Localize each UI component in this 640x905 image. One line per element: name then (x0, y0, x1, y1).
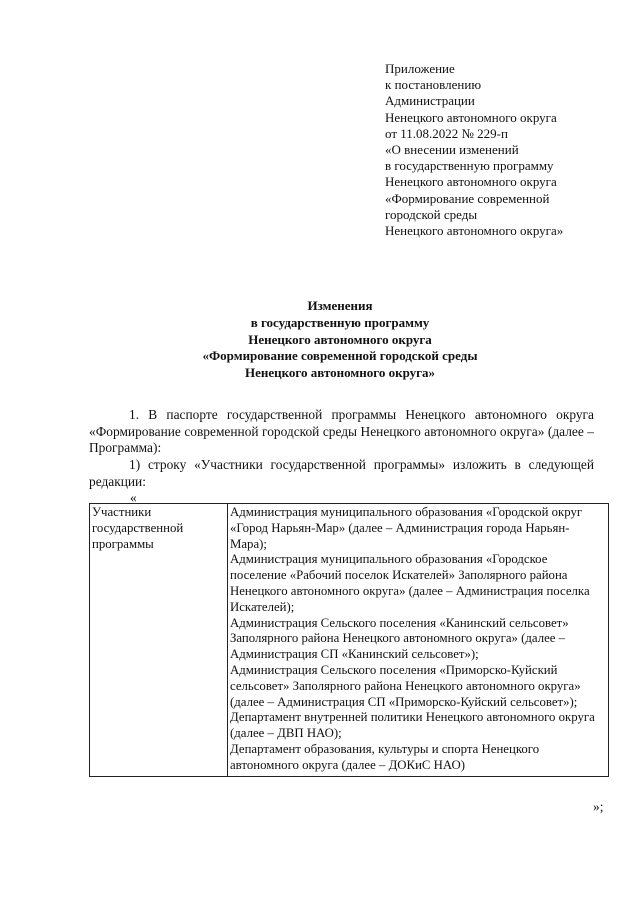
appendix-line: Ненецкого автономного округа (385, 174, 557, 190)
row-label-cell: Участники государственной программы (90, 504, 228, 777)
participant-entry: Администрация Сельского поселения «Приморско-Куйский сельсовет» Заполярного района Ненецкого автономного округа» (далее – Администрация СП «Приморско-Куйский сельсовет»); (230, 662, 581, 709)
participants-table (89, 503, 609, 777)
row-value-cell (228, 504, 609, 777)
table-row (90, 504, 609, 777)
appendix-line: Ненецкого автономного округа (385, 109, 557, 125)
title-line: в государственную программу (250, 314, 430, 330)
document-title (60, 298, 620, 382)
participant-entry: Департамент образования, культуры и спорта Ненецкого автономного округа (далее – ДОКиС НАО) (230, 741, 540, 772)
opening-quote: « (130, 490, 137, 505)
title-line: «Формирование современной городской среды (202, 348, 478, 364)
appendix-line: городской среды (385, 206, 478, 222)
participant-entry: Администрация муниципального образования «Городской округ «Город Нарьян-Мар» (далее – Администрация города Нарьян-Мара); (230, 505, 583, 551)
paragraph-2: 1) строку «Участники государственной программы» изложить в следующей редакции: (89, 457, 594, 489)
participant-entry: Администрация Сельского поселения «Канинский сельсовет» Заполярного района Ненецкого автономного округа» (далее – Администрация СП «Канинский сельсовет»); (230, 615, 569, 662)
participant-entry: Администрация муниципального образования «Городское поселение «Рабочий поселок Искателей» Заполярного района Ненецкого автономного округа» (далее – Администрация поселка Искателей); (230, 552, 590, 614)
title-line: Ненецкого автономного округа (248, 331, 432, 347)
title-line: Ненецкого автономного округа» (244, 365, 436, 381)
appendix-line: Администрации (385, 93, 475, 109)
paragraph-1: 1. В паспорте государственной программы Ненецкого автономного округа «Формирование современной городской среды Ненецкого автономного округа» (далее – Программа): (89, 407, 594, 455)
appendix-line: к постановлению (385, 77, 482, 93)
appendix-line: в государственную программу (385, 158, 554, 174)
appendix-line: «О внесении изменений (385, 142, 519, 158)
appendix-line: Приложение (385, 61, 455, 76)
title-line: Изменения (307, 298, 373, 313)
appendix-header (385, 61, 625, 239)
participant-entry: Департамент внутренней политики Ненецкого автономного округа (далее – ДВП НАО); (230, 710, 595, 741)
closing-quote: »; (593, 799, 604, 814)
appendix-line: Ненецкого автономного округа» (385, 223, 564, 239)
appendix-line: «Формирование современной (385, 190, 550, 206)
appendix-line: от 11.08.2022 № 229-п (385, 125, 508, 141)
